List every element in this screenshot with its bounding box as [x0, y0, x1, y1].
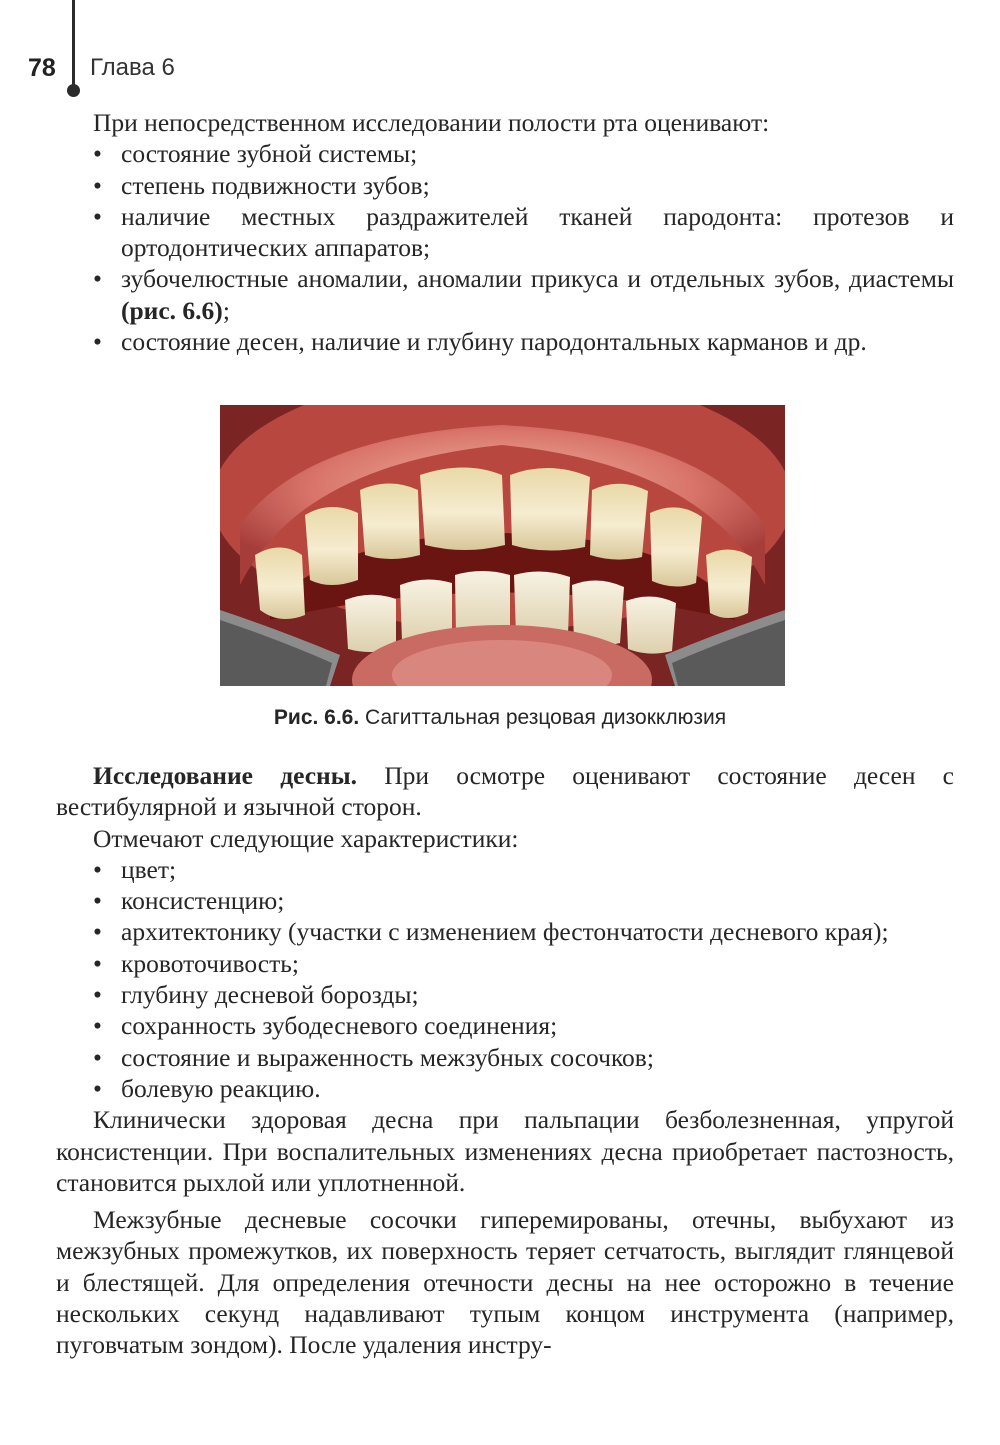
- list-item-tail: ;: [222, 295, 230, 325]
- list-item-text: консистенцию;: [121, 886, 285, 916]
- list-item: [56, 1042, 954, 1073]
- list-item: [56, 885, 954, 916]
- bullet-icon: •: [93, 980, 102, 1010]
- figure-caption: [0, 706, 1000, 730]
- list-item: [56, 326, 954, 357]
- page-header: [0, 0, 1000, 100]
- teeth-photo-illustration: [220, 405, 785, 686]
- bullet-icon: •: [93, 917, 102, 947]
- section-intro: [56, 760, 954, 823]
- list-item: [56, 138, 954, 169]
- list-item: [56, 170, 954, 201]
- caption-label: Рис. 6.6.: [273, 706, 360, 729]
- list-item-text: сохранность зубодесневого соединения;: [121, 1011, 558, 1041]
- bullet-icon: •: [93, 201, 102, 231]
- bullet-icon: •: [93, 327, 102, 357]
- paragraph-palpation: Клинически здоровая десна при пальпации безболезненная, упругой консистенции. При воспалительных изменениях десна приобретает пастозность, становится рыхлой или уплотненной.: [56, 1105, 954, 1197]
- list-item-text: состояние десен, наличие и глубину пародонтальных карманов и др.: [121, 327, 867, 357]
- header-dot: [67, 84, 80, 97]
- section-lead: Отмечают следующие характеристики:: [93, 823, 519, 853]
- page-number: 78: [28, 54, 56, 82]
- section-heading: Исследование десны.: [93, 761, 358, 790]
- bullet-icon: •: [93, 1042, 102, 1072]
- list-item: [56, 948, 954, 979]
- header-rule: [72, 0, 75, 88]
- caption-text: Сагиттальная резцовая дизокклюзия: [359, 706, 727, 729]
- section-bullet-list: [56, 854, 954, 1104]
- bullet-icon: •: [93, 886, 102, 916]
- list-item: [56, 1010, 954, 1041]
- intro-lead: При непосредственном исследовании полости рта оценивают:: [93, 108, 770, 137]
- bullet-icon: •: [93, 1073, 102, 1103]
- list-item: [56, 979, 954, 1010]
- intro-block: [56, 107, 954, 357]
- list-item-text: степень подвижности зубов;: [121, 170, 430, 200]
- list-item-text: состояние зубной системы;: [121, 139, 418, 169]
- section-heading-rest: При осмотре оценивают состояние десен с вестибулярной и язычной сторон.: [56, 761, 954, 822]
- intro-bullet-list: [56, 138, 954, 357]
- list-item: [56, 201, 954, 264]
- list-item-text: болевую реакцию.: [121, 1073, 321, 1103]
- list-item-text: наличие местных раздражителей тканей пародонта: протезов и ортодонтических аппаратов;: [121, 201, 954, 263]
- bullet-icon: •: [93, 170, 102, 200]
- list-item: [56, 263, 954, 326]
- figure-photo: [220, 405, 785, 686]
- bullet-icon: •: [93, 264, 102, 294]
- section-block: [56, 760, 954, 1361]
- paragraph-papillae: Межзубные десневые сосочки гиперемированы, отечны, выбухают из межзубных промежутков, их поверхность теряет сетчатость, выглядит глянцевой и блестящей. Для определения отечности десны на нее осторожно в течение нескольких секунд надавливают тупым концом инструмента (например, пуговчатым зондом). После удаления инстру-: [56, 1205, 954, 1360]
- bullet-icon: •: [93, 139, 102, 169]
- figure-reference: (рис. 6.6): [121, 295, 223, 325]
- list-item: [56, 1073, 954, 1104]
- chapter-label: Глава 6: [90, 54, 175, 81]
- bullet-icon: •: [93, 1011, 102, 1041]
- list-item-text: цвет;: [121, 854, 177, 884]
- list-item-text: архитектонику (участки с изменением фестончатости десневого края);: [121, 917, 889, 947]
- bullet-icon: •: [93, 854, 102, 884]
- list-item-text: кровоточивость;: [121, 948, 299, 978]
- list-item: [56, 854, 954, 885]
- list-item-text: глубину десневой борозды;: [121, 980, 419, 1010]
- list-item-text: зубочелюстные аномалии, аномалии прикуса и отдельных зубов, диастемы: [121, 264, 954, 294]
- list-item: [56, 916, 954, 947]
- bullet-icon: •: [93, 948, 102, 978]
- list-item-text: состояние и выраженность межзубных сосочков;: [121, 1042, 654, 1072]
